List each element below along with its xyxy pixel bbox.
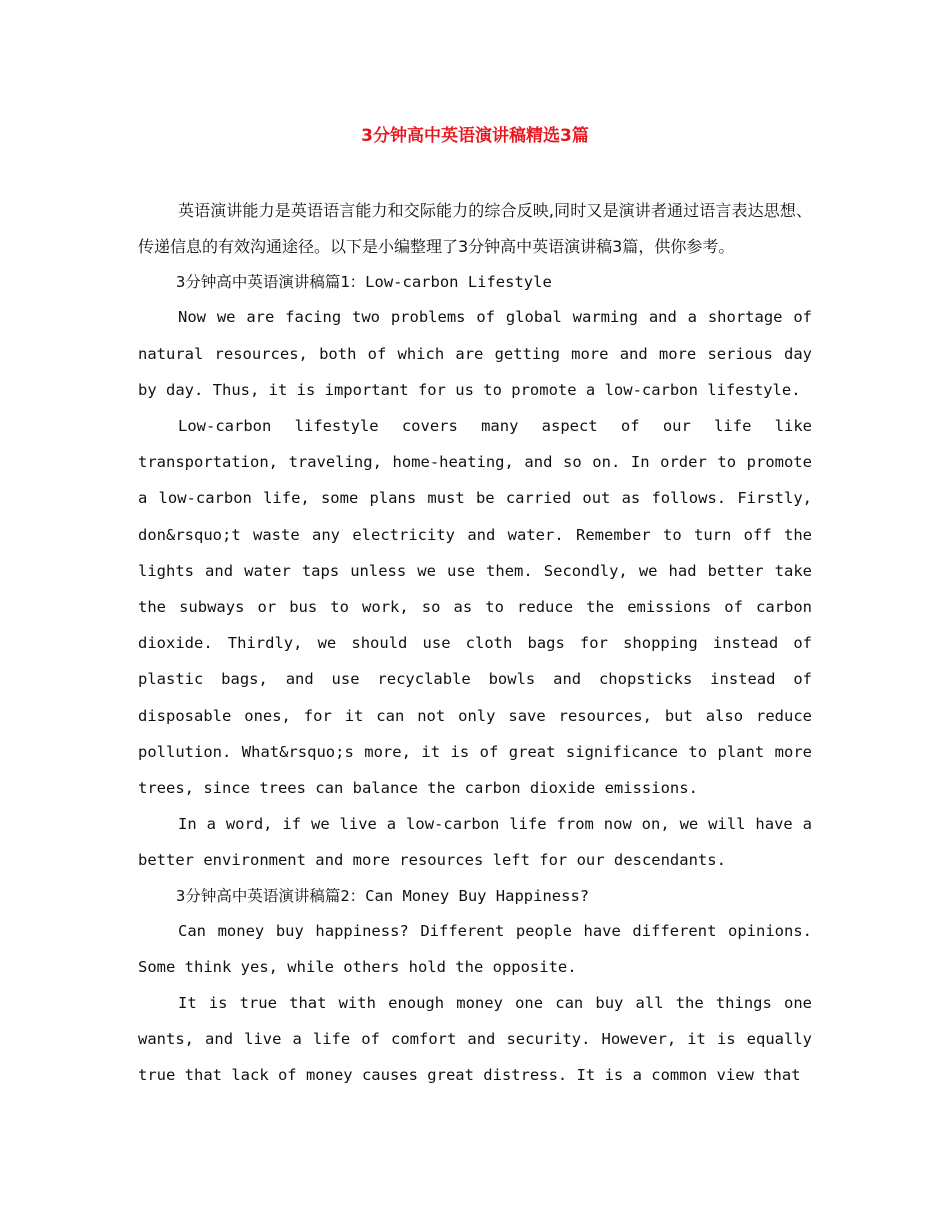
section-heading-2: 3分钟高中英语演讲稿篇2：Can Money Buy Happiness? xyxy=(176,886,590,905)
section-heading-1: 3分钟高中英语演讲稿篇1：Low-carbon Lifestyle xyxy=(176,273,552,292)
paragraph: In a word, if we live a low-carbon life from now on, we will have a better environment and more resources left for our descendants. xyxy=(138,815,812,870)
paragraph: Can money buy happiness? Different people have different opinions. Some think yes, while others hold the opposite. xyxy=(138,921,812,976)
intro-paragraph: 英语演讲能力是英语语言能力和交际能力的综合反映,同时又是演讲者通过语言表达思想、传递信息的有效沟通途径。以下是小编整理了3分钟高中英语演讲稿3篇，供你参考。 xyxy=(138,201,812,257)
paragraph: Low-carbon lifestyle covers many aspect of our life like transportation, traveling, home-heating, and so on. In order to promote a low-carbon life, some plans must be carried out as follows. Firstly, don&rsquo;t waste any electricity and water. Remember to turn off the lights and water taps unless we use them. Secondly, we had better take the subways or bus to work, so as to reduce the emissions of carbon dioxide. Thirdly, we should use cloth bags for shopping instead of plastic bags, and use recyclable bowls and chopsticks instead of disposable ones, for it can not only save resources, but also reduce pollution. What&rsquo;s more, it is of great significance to plant more trees, since trees can balance the carbon dioxide emissions. xyxy=(138,417,812,798)
paragraph: It is true that with enough money one can buy all the things one wants, and live a life of comfort and security. However, it is equally true that lack of money causes great distress. It is a common view that xyxy=(138,994,812,1085)
document-title: 3分钟高中英语演讲稿精选3篇 xyxy=(361,126,589,146)
paragraph: Now we are facing two problems of global warming and a shortage of natural resources, both of which are getting more and more serious day by day. Thus, it is important for us to promote a low-carbon lifestyle. xyxy=(138,308,812,399)
document-body xyxy=(138,193,812,1094)
